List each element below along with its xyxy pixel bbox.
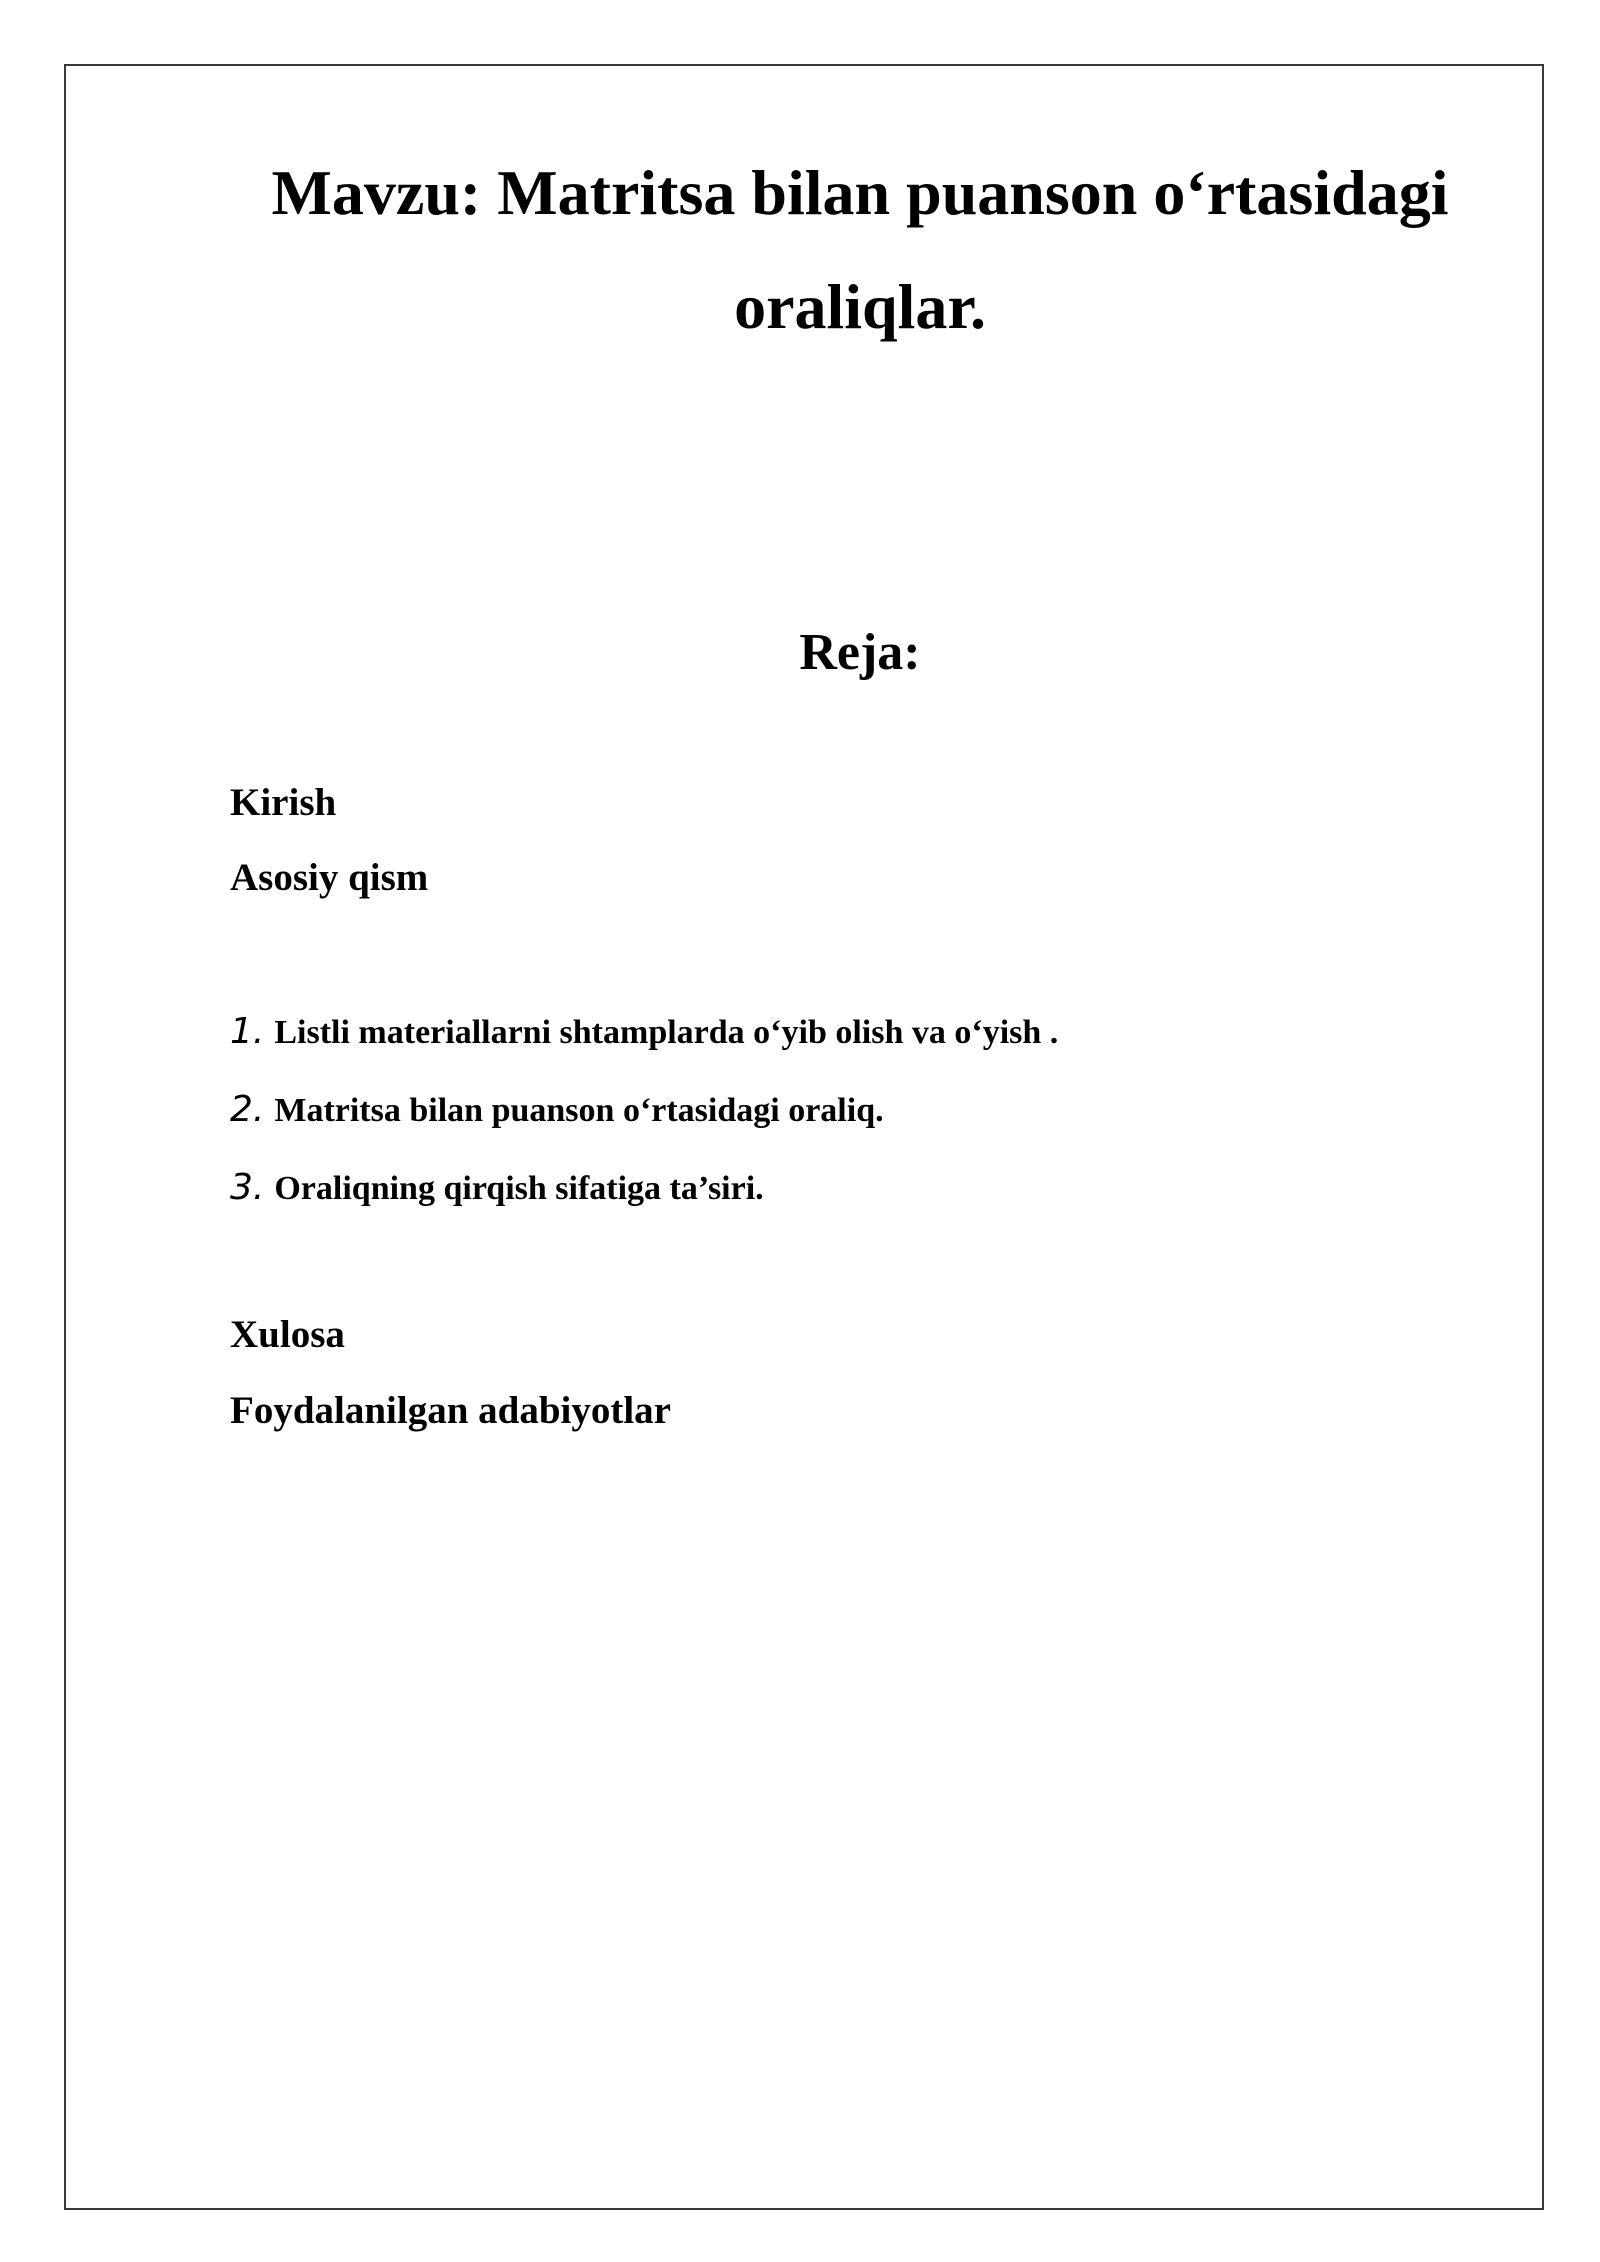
plan-main-part: Asosiy qism	[230, 856, 429, 899]
page-border	[64, 64, 1544, 2210]
plan-conclusion: Xulosa	[230, 1313, 345, 1356]
page-title-line1: Mavzu: Matritsa bilan puanson o‘rtasidagi	[271, 157, 1449, 228]
plan-intro: Kirish	[230, 781, 337, 824]
list-item-number: 3.	[230, 1167, 265, 1208]
plan-references: Foydalanilgan adabiyotlar	[230, 1389, 671, 1432]
plan-heading: Reja:	[799, 624, 921, 681]
list-item-number: 1.	[230, 1011, 265, 1052]
list-item	[230, 1009, 1058, 1056]
list-item	[230, 1087, 884, 1134]
list-item-text: Listli materiallarni shtamplarda o‘yib olish va o‘yish .	[274, 1014, 1059, 1051]
list-item-text: Oraliqning qirqish sifatiga ta’siri.	[274, 1170, 764, 1207]
list-item-number: 2.	[230, 1089, 265, 1130]
list-item	[230, 1165, 764, 1212]
list-item-text: Matritsa bilan puanson o‘rtasidagi oraliq.	[274, 1092, 884, 1129]
page-title-line2: oraliqlar.	[734, 271, 986, 342]
